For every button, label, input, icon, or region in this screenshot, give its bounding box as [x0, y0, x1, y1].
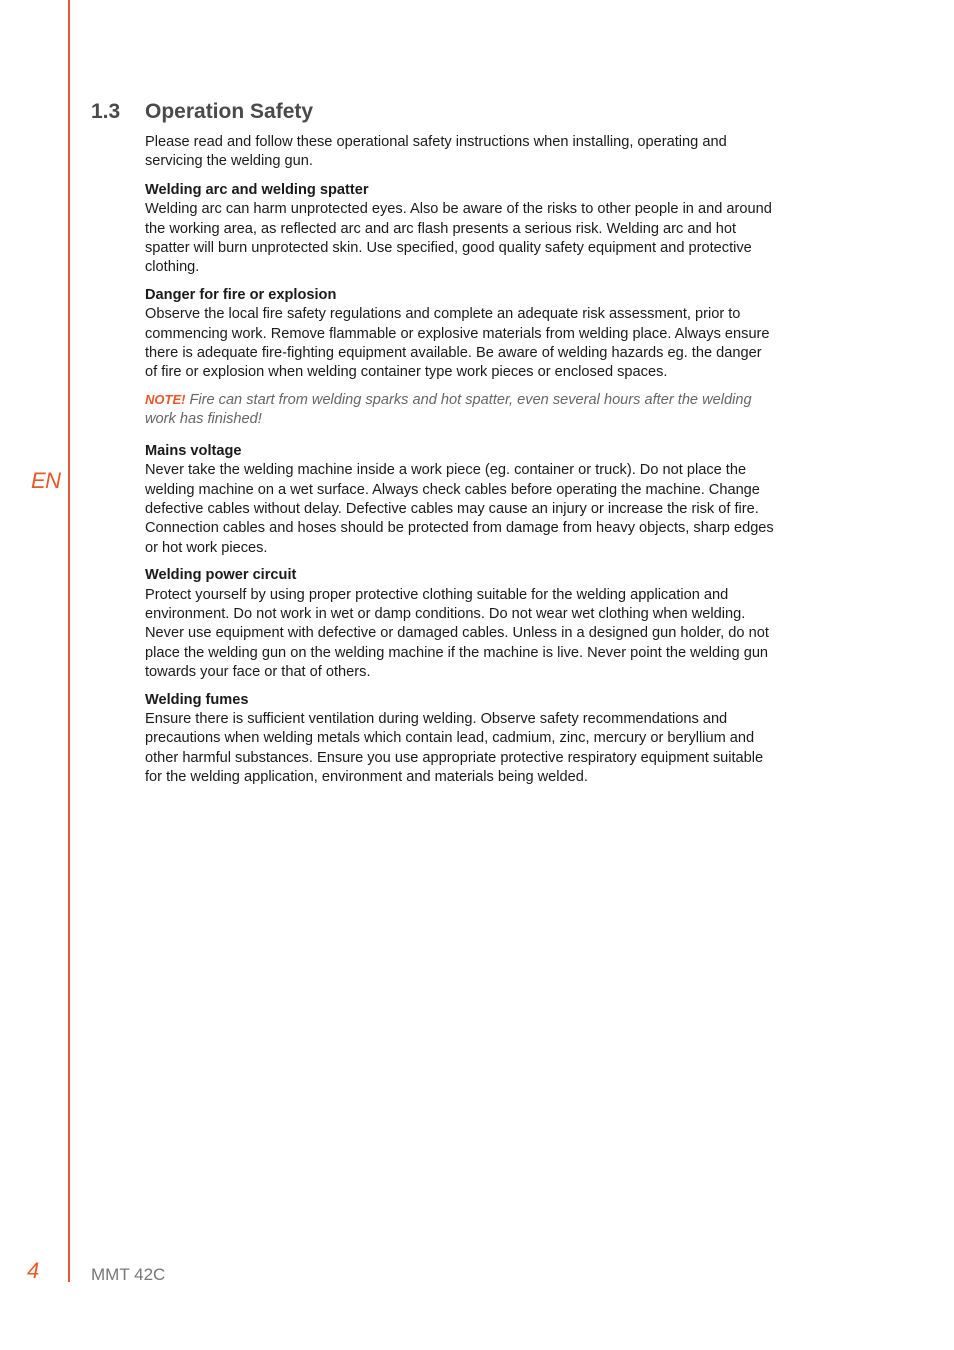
section-intro: Please read and follow these operational safety instructions when installing, operating and servicing the welding gun. [145, 134, 727, 170]
safety-block-power-circuit [145, 566, 775, 682]
note [145, 390, 775, 430]
section-number: 1.3 [91, 100, 121, 123]
block-text: Ensure there is sufficient ventilation during welding. Observe safety recommendations and precautions when welding metals which contain lead, cadmium, zinc, mercury or beryllium and other harmful substances. Ensure you use appropriate protective respiratory equipment suitable for the welding application, environment and materials being welded. [145, 710, 764, 786]
safety-block-welding-arc [145, 181, 775, 278]
section-title: Operation Safety [145, 100, 314, 123]
block-text: Never take the welding machine inside a work piece (eg. container or truck). Do not place the welding machine on a wet surface. Always check cables before operating the machine. Change defective cables without delay. Defective cables may cause an injury or increase the risk of fire. Connection cables and hoses should be protected from damage from heavy objects, sharp edges or hot work pieces. [145, 462, 774, 556]
safety-block-welding-fumes [145, 691, 775, 788]
section-body [145, 133, 775, 796]
block-text: Observe the local fire safety regulations and complete an adequate risk assessment, prior to commencing work. Remove flammable or explosive materials from welding place. Always ensure there is adequate fire-fighting equipment available. Be aware of welding hazards eg. the danger of fire or explosion when welding container type work pieces or enclosed spaces. [145, 306, 770, 381]
block-text: Protect yourself by using proper protective clothing suitable for the welding application and environment. Do not work in wet or damp conditions. Do not wear wet clothing when welding. Never use equipment with defective or damaged cables. Unless in a designed gun holder, do not place the welding gun on the welding machine if the machine is live. Never point the welding gun towards your face or that of others. [145, 586, 769, 681]
language-tab: EN [31, 468, 61, 493]
note-text: Fire can start from welding sparks and hot spatter, even several hours after the welding work has finished! [145, 391, 752, 428]
section-heading [91, 100, 313, 124]
block-heading: Danger for fire or explosion [145, 286, 337, 303]
margin-rule [68, 0, 70, 1282]
page-number: 4 [27, 1258, 40, 1283]
block-heading: Mains voltage [145, 442, 242, 459]
block-text: Welding arc can harm unprotected eyes. Also be aware of the risks to other people in and around the working area, as reflected arc and arc flash presents a serious risk. Welding arc and hot spatter will burn unprotected skin. Use specified, good quality safety equipment and protective clothing. [145, 201, 772, 276]
block-heading: Welding power circuit [145, 567, 297, 584]
document-name: MMT 42C [91, 1265, 166, 1284]
safety-block-mains-voltage [145, 442, 775, 558]
safety-block-fire-explosion [145, 286, 775, 430]
block-heading: Welding fumes [145, 691, 249, 708]
block-heading: Welding arc and welding spatter [145, 181, 369, 198]
note-label: NOTE! [145, 391, 186, 407]
